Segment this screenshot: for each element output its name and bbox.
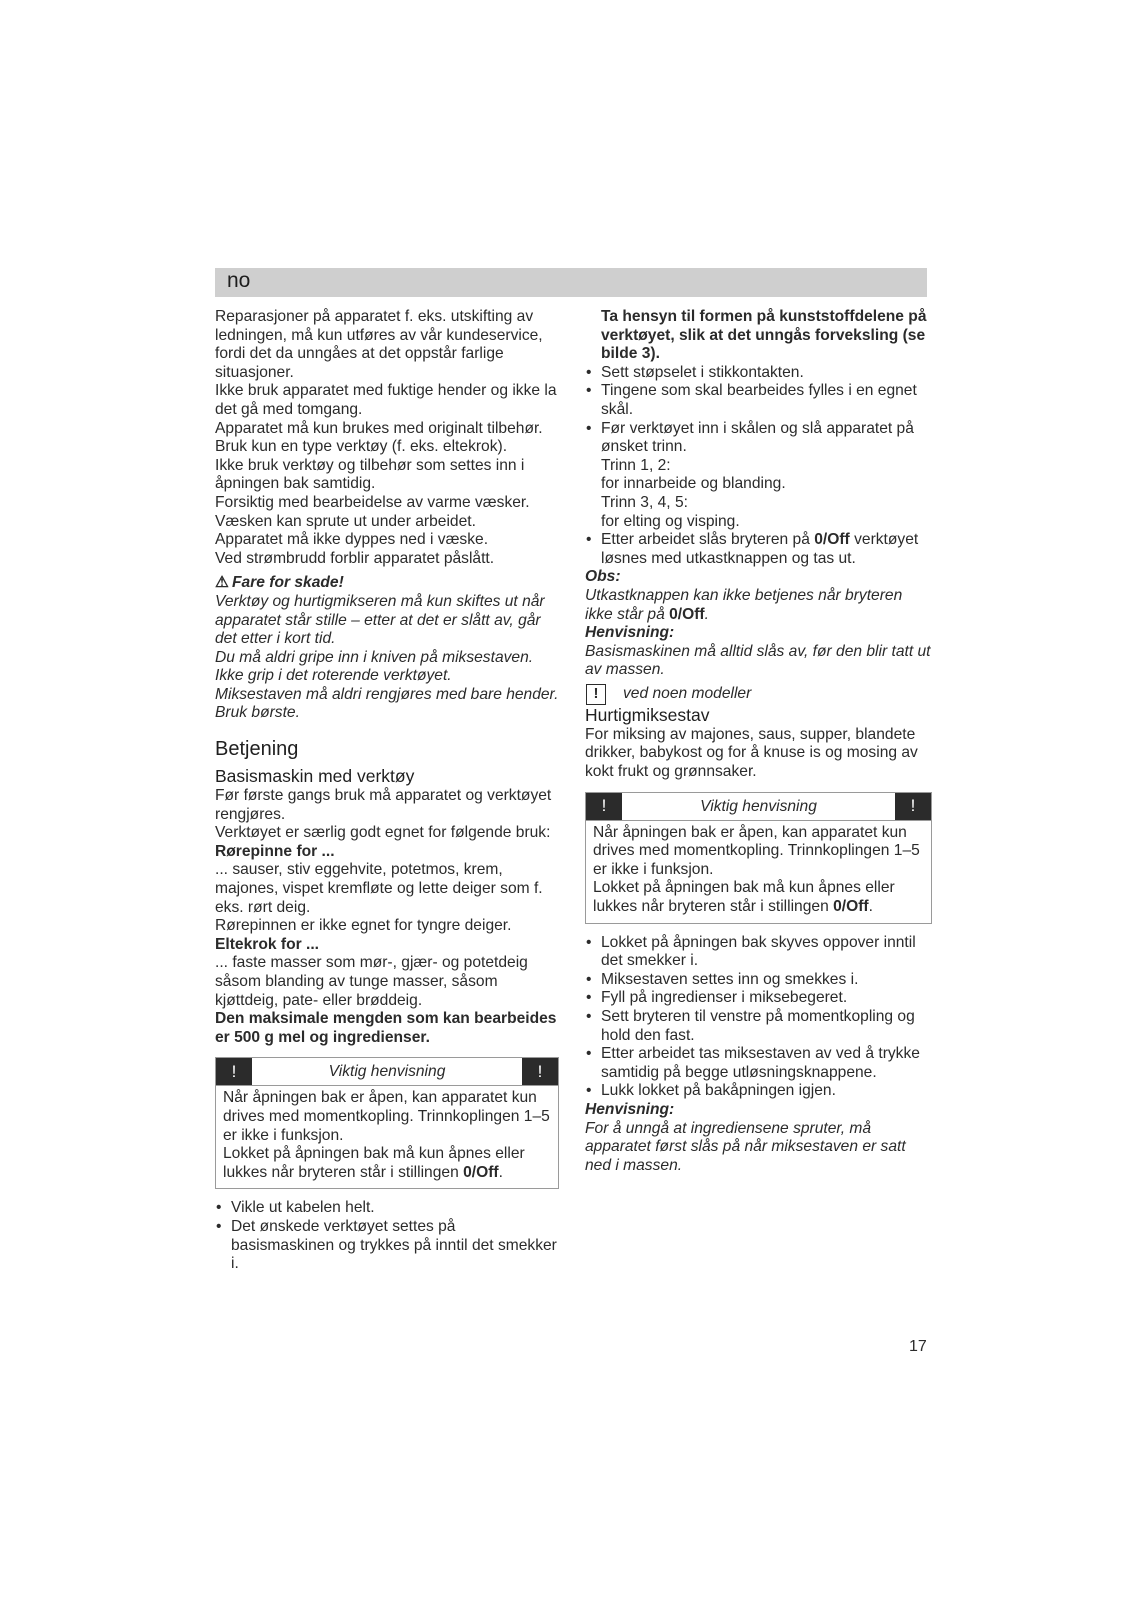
note-text: Lokket på åpningen bak må kun åpnes eller lukkes når bryteren står i stillingen 0/Off. — [223, 1145, 525, 1181]
note-body — [586, 821, 931, 923]
subsection-heading-basismaskin: Basismaskin med verktøy — [215, 766, 415, 787]
max-capacity-note: Den maksimale mengden som kan bearbeides er 500 g mel og ingredienser. — [215, 1010, 557, 1046]
speed-desc: for elting og visping. — [601, 512, 740, 530]
bullet-list — [585, 934, 932, 1101]
speed-label: Trinn 3, 4, 5: — [601, 493, 688, 511]
bullet-list — [585, 364, 932, 569]
warning-triangle-icon: ⚠ — [215, 574, 229, 592]
some-models-text: ved noen modeller — [623, 685, 752, 703]
exclamation-icon: ! — [586, 793, 622, 820]
note-body — [216, 1086, 558, 1188]
henvisning-text: Basismaskinen må alltid slås av, før den blir tatt ut av massen. — [585, 642, 931, 679]
rorepinne-heading: Rørepinne for ... — [215, 842, 335, 860]
warning-text: Du må aldri gripe inn i kniven på miksestaven. Ikke grip i det roterende verktøyet. — [215, 648, 534, 685]
paragraph: Reparasjoner på apparatet f. eks. utskifting av ledningen, må kun utføres av vår kundeservice, fordi det da unngåes at det oppstår farlige situasjoner. — [215, 308, 543, 381]
paragraph: Rørepinnen er ikke egnet for tyngre deiger. — [215, 917, 512, 935]
henvisning-heading: Henvisning: — [585, 1100, 675, 1118]
list-item: • Sett bryteren til venstre på momentkopling og hold den fast. — [585, 1008, 932, 1045]
list-item: • Miksestaven settes inn og smekkes i. — [585, 971, 932, 990]
right-column — [585, 308, 932, 1175]
warning-text: Miksestaven må aldri rengjøres med bare hender. Bruk børste. — [215, 685, 559, 722]
subsection-heading-hurtigmiksestav: Hurtigmiksestav — [585, 704, 710, 725]
paragraph: For miksing av majones, saus, supper, blandete drikker, babykost og for å knuse is og mosing av kokt frukt og grønnsaker. — [585, 725, 918, 781]
note-text: Lokket på åpningen bak må kun åpnes eller lukkes når bryteren står i stillingen 0/Off. — [593, 879, 895, 916]
warning-heading — [215, 574, 559, 593]
list-item: • Etter arbeidet tas miksestaven av ved å trykke samtidig på begge utløsningsknappene. — [585, 1045, 932, 1082]
section-heading-betjening: Betjening — [215, 738, 299, 761]
obs-text: Utkastknappen kan ikke betjenes når bryteren ikke står på 0/Off. — [585, 586, 903, 623]
paragraph: ... faste masser som mør-, gjær- og potetdeig såsom blanding av tunge masser, såsom kjøttdeig, pate- eller brøddeig. — [215, 954, 528, 1009]
list-item: • Etter arbeidet slås bryteren på 0/Off verktøyet løsnes med utkastknappen og tas ut. — [585, 531, 932, 568]
list-item: • Det ønskede verktøyet settes på basismaskinen og trykkes på inntil det smekker i. — [215, 1218, 559, 1274]
warning-title: Fare for skade! — [231, 574, 344, 592]
exclamation-icon: ! — [216, 1058, 252, 1085]
important-note-box — [215, 1057, 559, 1189]
henvisning-heading: Henvisning: — [585, 624, 675, 642]
warning-text: Verktøy og hurtigmikseren må kun skiftes ut når apparatet står stille – etter at det er slått av, går det etter i kort tid. — [215, 592, 545, 648]
some-models-row — [585, 684, 932, 705]
speed-label: Trinn 1, 2: — [601, 456, 671, 474]
exclamation-icon: ! — [522, 1058, 558, 1085]
model-note-icon: ! — [586, 684, 606, 705]
language-code: no — [227, 269, 251, 292]
note-header — [216, 1058, 558, 1086]
exclamation-icon: ! — [895, 793, 931, 820]
speed-desc: for innarbeide og blanding. — [601, 475, 786, 493]
note-title: Viktig henvisning — [700, 797, 817, 815]
henvisning-text: For å unngå at ingrediensene spruter, må apparatet først slås på når miksestaven er satt ned i massen. — [585, 1119, 906, 1174]
page-number: 17 — [909, 1338, 927, 1355]
eltekrok-heading: Eltekrok for ... — [215, 935, 319, 953]
paragraph: Ikke bruk verktøy og tilbehør som settes inn i åpningen bak samtidig. — [215, 456, 525, 493]
list-item: • Lukk lokket på bakåpningen igjen. — [585, 1082, 932, 1101]
paragraph: Før første gangs bruk må apparatet og verktøyet rengjøres. — [215, 787, 552, 823]
list-item: • Vikle ut kabelen helt. — [215, 1199, 559, 1218]
important-note-box — [585, 792, 932, 924]
paragraph: Ikke bruk apparatet med fuktige hender og ikke la det gå med tomgang. — [215, 382, 557, 418]
note-title: Viktig henvisning — [328, 1063, 446, 1081]
language-header-bar — [215, 268, 927, 297]
list-item: • Før verktøyet inn i skålen og slå apparatet på ønsket trinn. Trinn 1, 2: for innarbeide og blanding. Trinn 3, 4, 5: for elting og visping. — [585, 420, 932, 532]
bullet-list — [215, 1199, 559, 1273]
list-item: • Fyll på ingredienser i miksebegeret. — [585, 989, 932, 1008]
list-item: • Tingene som skal bearbeides fylles i en egnet skål. — [585, 382, 932, 419]
paragraph: Verktøyet er særlig godt egnet for følgende bruk: — [215, 824, 551, 842]
list-item: • Sett støpselet i stikkontakten. — [585, 364, 932, 383]
paragraph: Apparatet må ikke dyppes ned i væske. — [215, 531, 489, 549]
paragraph: Apparatet må kun brukes med originalt tilbehør. — [215, 419, 543, 437]
note-header — [586, 793, 931, 821]
note-text: Når åpningen bak er åpen, kan apparatet kun drives med momentkopling. Trinnkoplingen 1–5 er ikke i funksjon. — [223, 1089, 550, 1144]
paragraph: Bruk kun en type verktøy (f. eks. eltekrok). — [215, 438, 508, 456]
list-item: • Lokket på åpningen bak skyves oppover inntil det smekker i. — [585, 934, 932, 971]
left-column — [215, 308, 559, 1274]
paragraph: Forsiktig med bearbeidelse av varme væsker. Væsken kan sprute ut under arbeidet. — [215, 493, 530, 530]
paragraph: ... sauser, stiv eggehvite, potetmos, krem, majones, vispet kremfløte og lette deiger som f. eks. rørt deig. — [215, 861, 543, 916]
paragraph: Ved strømbrudd forblir apparatet påslått. — [215, 549, 495, 567]
obs-heading: Obs: — [585, 568, 621, 586]
note-text: Når åpningen bak er åpen, kan apparatet kun drives med momentkopling. Trinnkoplingen 1–5 er ikke i funksjon. — [593, 823, 920, 878]
bold-intro: Ta hensyn til formen på kunststoffdelene på verktøyet, slik at det unngås forveksling (se bilde 3). — [601, 308, 927, 363]
